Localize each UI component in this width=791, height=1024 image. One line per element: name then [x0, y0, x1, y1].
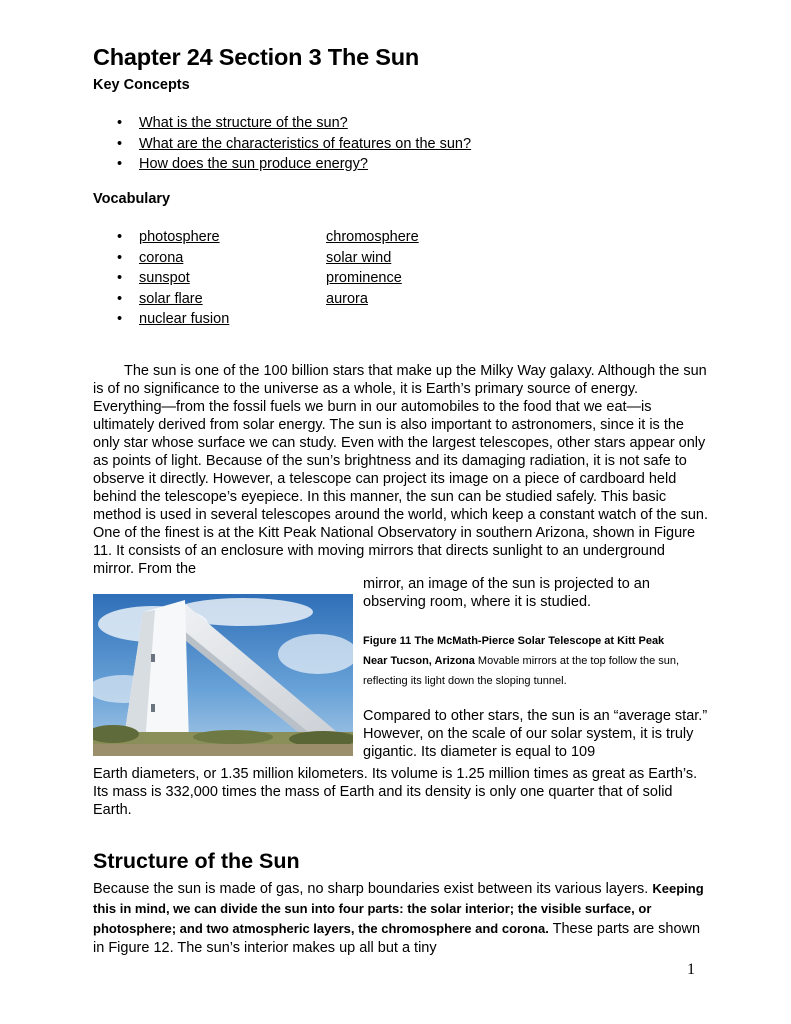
structure-paragraph: [93, 879, 708, 958]
vocabulary-item: [117, 289, 229, 310]
page-number: 1: [687, 961, 695, 978]
vocabulary-link[interactable]: sunspot: [139, 270, 190, 286]
vocabulary-item: [117, 248, 229, 269]
structure-text-end: These parts are shown in Figure 12. The sun’s interior makes up all but a tiny: [93, 921, 701, 956]
vocabulary-link[interactable]: corona: [139, 249, 184, 266]
vocabulary-item: [326, 289, 419, 310]
vocabulary-item: [117, 309, 229, 330]
key-concept-link[interactable]: How does the sun produce energy?: [139, 156, 368, 172]
intro-paragraph: The sun is one of the 100 billion stars that make up the Milky Way galaxy. Although the sun is of no significance to the universe as a whole, it is Earth’s primary source of energy. Everything—from the fossil fuels we burn in our automobiles to the food that we eat—is ultimately derived from solar energy. The sun is also important to astronomers, since it is the only star whose surface we can study. Even with the largest telescopes, other stars appear only as points of light. Because of the sun’s brightness and its damaging radiation, it is not safe to observe it directly. However, a telescope can project its image on a piece of cardboard held behind the telescope’s eyepiece. In this manner, the sun can be studied safely. This basic method is used in several telescopes around the world, which keep a constant watch of the sun. One of the finest is at the Kitt Peak National Observatory in southern Arizona, shown in Figure 11. It consists of an enclosure with moving mirrors that directs sunlight to an underground mirror. From the: [93, 363, 708, 577]
vocabulary-list-column-1: [117, 227, 229, 330]
figure-caption-text: Movable mirrors at the top follow the sun, reflecting its light down the sloping tunnel.: [363, 655, 680, 687]
solar-telescope-photo: [93, 594, 353, 756]
vocabulary-link[interactable]: chromosphere: [326, 229, 419, 245]
figure-caption: [363, 631, 683, 691]
key-concept-link[interactable]: What are the characteristics of features on the sun?: [139, 135, 472, 152]
vocabulary-link[interactable]: solar wind: [326, 249, 392, 266]
key-concept-item: [117, 154, 471, 175]
vocabulary-item: [326, 248, 419, 269]
vocabulary-link[interactable]: nuclear fusion: [139, 311, 230, 327]
key-concept-item: [117, 113, 471, 134]
structure-text-start: Because the sun is made of gas, no sharp boundaries exist between its various layers.: [93, 881, 649, 897]
key-concept-link[interactable]: What is the structure of the sun?: [139, 115, 348, 131]
vocabulary-heading: Vocabulary: [93, 191, 171, 207]
structure-text-bold: Keeping this in mind, we can divide the sun into four parts: the solar interior; the visible surface, or photosphere; and two atmospheric layers, the chromosphere and corona.: [93, 881, 704, 936]
vocabulary-item: [117, 268, 229, 289]
vocabulary-item: [326, 227, 419, 248]
vocabulary-link[interactable]: photosphere: [139, 229, 220, 245]
key-concepts-heading: Key Concepts: [93, 77, 190, 93]
key-concepts-list: [117, 113, 471, 175]
comparison-paragraph: Compared to other stars, the sun is an “average star.” However, on the scale of our solar system, it is truly gigantic. Its diameter is equal to 109: [363, 708, 708, 760]
section-heading-structure: Structure of the Sun: [93, 849, 300, 873]
vocabulary-link[interactable]: prominence: [326, 270, 402, 286]
vocabulary-link[interactable]: solar flare: [139, 290, 203, 307]
page-title: Chapter 24 Section 3 The Sun: [93, 44, 420, 70]
vocabulary-link[interactable]: aurora: [326, 290, 368, 307]
vocabulary-list-column-2: [326, 227, 419, 309]
figure-caption-title: Figure 11 The McMath-Pierce Solar Telescope at Kitt Peak Near Tucson, Arizona: [363, 635, 665, 667]
vocabulary-item: [117, 227, 229, 248]
telescope-image: [93, 594, 353, 756]
key-concept-item: [117, 134, 471, 155]
vocabulary-item: [326, 268, 419, 289]
earth-comparison-paragraph: Earth diameters, or 1.35 million kilometers. Its volume is 1.25 million times as great as Earth’s. Its mass is 332,000 times the mass of Earth and its density is only one quarter that of solid Earth.: [93, 766, 698, 818]
intro-paragraph-continued: mirror, an image of the sun is projected to an observing room, where it is studied.: [363, 576, 650, 610]
